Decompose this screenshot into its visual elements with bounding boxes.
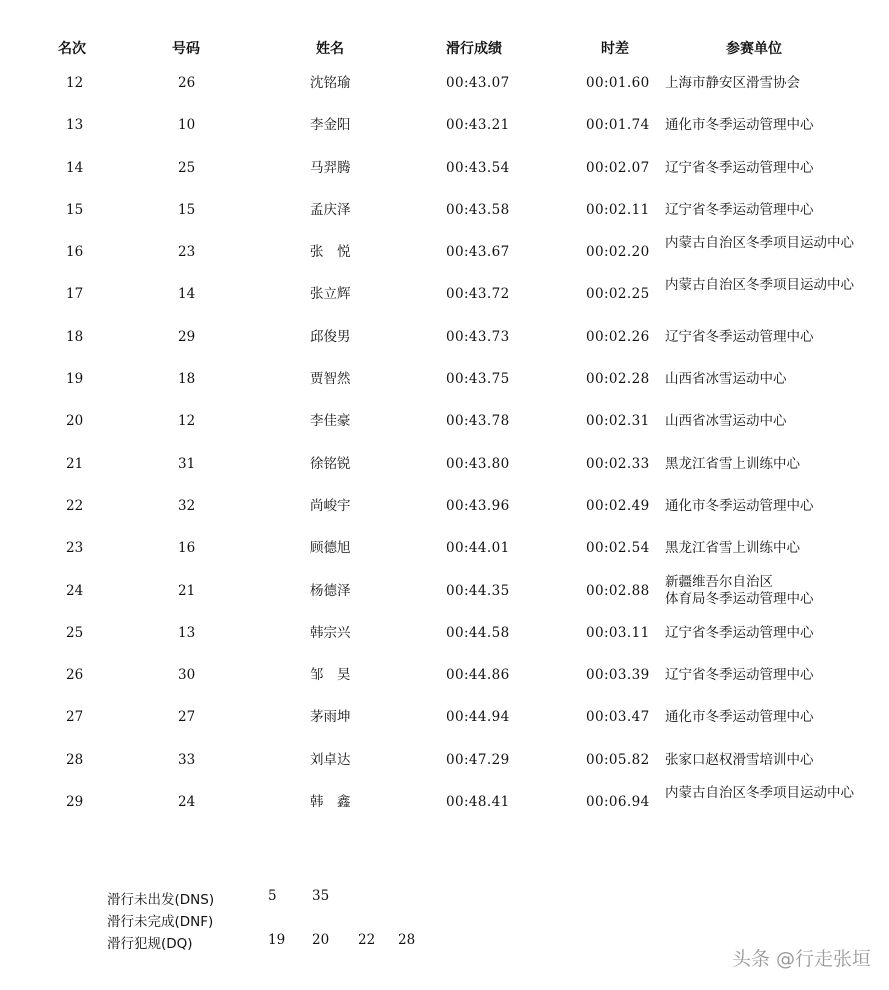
cell-name: 邹 昊 — [310, 667, 351, 684]
cell-diff: 00:01.60 — [586, 75, 650, 91]
table-row — [0, 529, 889, 571]
cell-bib: 25 — [178, 159, 196, 176]
cell-name: 刘卓达 — [310, 751, 351, 768]
cell-diff: 00:06.94 — [586, 794, 650, 811]
cell-diff: 00:02.33 — [586, 455, 650, 472]
table-row — [0, 783, 889, 825]
cell-name: 茅雨坤 — [310, 709, 351, 726]
cell-bib: 27 — [178, 709, 196, 726]
cell-time: 00:43.58 — [446, 201, 510, 218]
cell-name: 贾智然 — [310, 371, 351, 388]
header-name: 姓名 — [316, 41, 344, 57]
cell-rank: 27 — [66, 709, 84, 726]
header-diff: 时差 — [601, 41, 629, 57]
cell-diff: 00:02.88 — [586, 582, 650, 599]
cell-rank: 18 — [66, 328, 84, 345]
cell-name: 沈铭瑜 — [310, 75, 351, 91]
cell-unit: 张家口赵权滑雪培训中心 — [665, 751, 814, 768]
cell-diff: 00:02.25 — [586, 286, 650, 303]
cell-rank: 23 — [66, 540, 84, 557]
table-row — [0, 572, 889, 614]
cell-time: 00:44.58 — [446, 624, 510, 641]
cell-rank: 16 — [66, 244, 84, 261]
cell-unit: 辽宁省冬季运动管理中心 — [665, 201, 814, 218]
cell-rank: 28 — [66, 751, 84, 768]
cell-unit: 山西省冰雪运动中心 — [665, 413, 787, 430]
cell-name: 尚峻宇 — [310, 497, 351, 514]
cell-time: 00:43.75 — [446, 371, 510, 388]
cell-bib: 29 — [178, 328, 196, 345]
cell-unit: 辽宁省冬季运动管理中心 — [665, 624, 814, 641]
table-row — [0, 191, 889, 233]
table-row — [0, 698, 889, 740]
cell-diff: 00:02.07 — [586, 159, 650, 176]
cell-unit: 上海市静安区滑雪协会 — [665, 75, 800, 91]
cell-bib: 23 — [178, 244, 196, 261]
cell-bib: 30 — [178, 667, 196, 684]
cell-diff: 00:01.74 — [586, 117, 650, 134]
cell-rank: 13 — [66, 117, 84, 134]
cell-unit: 通化市冬季运动管理中心 — [665, 709, 814, 726]
cell-bib: 18 — [178, 371, 196, 388]
cell-name: 顾德旭 — [310, 540, 351, 557]
cell-diff: 00:02.11 — [586, 201, 650, 218]
cell-rank: 25 — [66, 624, 84, 641]
cell-unit: 辽宁省冬季运动管理中心 — [665, 667, 814, 684]
cell-unit: 新疆维吾尔自治区 体育局冬季运动管理中心 — [665, 573, 814, 607]
cell-diff: 00:02.49 — [586, 497, 650, 514]
cell-diff: 00:02.20 — [586, 244, 650, 261]
cell-rank: 21 — [66, 455, 84, 472]
cell-bib: 12 — [178, 413, 196, 430]
cell-time: 00:44.35 — [446, 582, 510, 599]
table-row — [0, 149, 889, 191]
header-bib: 号码 — [172, 41, 200, 57]
cell-name: 韩宗兴 — [310, 624, 351, 641]
table-row — [0, 656, 889, 698]
cell-bib: 31 — [178, 455, 196, 472]
cell-time: 00:43.72 — [446, 286, 510, 303]
cell-name: 李佳豪 — [310, 413, 351, 430]
cell-bib: 13 — [178, 624, 196, 641]
cell-unit: 辽宁省冬季运动管理中心 — [665, 159, 814, 176]
cell-diff: 00:02.28 — [586, 371, 650, 388]
cell-bib: 10 — [178, 117, 196, 134]
table-row — [0, 275, 889, 317]
note-bib: 19 — [268, 932, 286, 948]
cell-time: 00:43.73 — [446, 328, 510, 345]
note-label: 滑行未出发(DNS) — [107, 892, 215, 908]
note-bib: 22 — [358, 932, 376, 948]
cell-bib: 16 — [178, 540, 196, 557]
cell-bib: 24 — [178, 794, 196, 811]
cell-rank: 26 — [66, 667, 84, 684]
cell-time: 00:43.78 — [446, 413, 510, 430]
note-bib: 28 — [398, 932, 416, 948]
cell-bib: 14 — [178, 286, 196, 303]
cell-diff: 00:03.11 — [586, 624, 650, 641]
cell-name: 马羿腾 — [310, 159, 351, 176]
note-bib: 5 — [268, 888, 277, 904]
note-label: 滑行犯规(DQ) — [107, 936, 193, 952]
cell-name: 李金阳 — [310, 117, 351, 134]
cell-time: 00:43.80 — [446, 455, 510, 472]
cell-diff: 00:02.54 — [586, 540, 650, 557]
note-bib: 20 — [312, 932, 330, 948]
cell-time: 00:44.94 — [446, 709, 510, 726]
cell-bib: 32 — [178, 497, 196, 514]
cell-bib: 33 — [178, 751, 196, 768]
cell-unit: 辽宁省冬季运动管理中心 — [665, 328, 814, 345]
cell-name: 孟庆泽 — [310, 201, 351, 218]
cell-time: 00:43.54 — [446, 159, 510, 176]
results-table — [0, 64, 889, 825]
cell-time: 00:43.21 — [446, 117, 510, 134]
table-row — [0, 360, 889, 402]
cell-unit: 内蒙古自治区冬季项目运动中心 — [665, 235, 854, 252]
note-line — [0, 910, 889, 932]
header-time: 滑行成绩 — [446, 41, 502, 57]
note-bib: 35 — [312, 888, 330, 904]
cell-rank: 24 — [66, 582, 84, 599]
cell-name: 徐铭锐 — [310, 455, 351, 472]
table-row — [0, 106, 889, 148]
cell-rank: 22 — [66, 497, 84, 514]
cell-diff: 00:03.47 — [586, 709, 650, 726]
table-row — [0, 487, 889, 529]
cell-unit: 通化市冬季运动管理中心 — [665, 117, 814, 134]
cell-unit: 黑龙江省雪上训练中心 — [665, 540, 800, 557]
watermark: 头条 @行走张垣 — [731, 948, 871, 970]
header-rank: 名次 — [58, 41, 86, 57]
cell-bib: 26 — [178, 75, 196, 91]
cell-name: 邱俊男 — [310, 328, 351, 345]
cell-diff: 00:02.31 — [586, 413, 650, 430]
cell-rank: 12 — [66, 75, 84, 91]
table-header — [0, 38, 889, 64]
table-row — [0, 64, 889, 106]
cell-time: 00:48.41 — [446, 794, 510, 811]
cell-time: 00:44.01 — [446, 540, 510, 557]
cell-rank: 19 — [66, 371, 84, 388]
note-label: 滑行未完成(DNF) — [107, 914, 214, 930]
table-row — [0, 741, 889, 783]
cell-unit: 内蒙古自治区冬季项目运动中心 — [665, 785, 854, 802]
cell-diff: 00:05.82 — [586, 751, 650, 768]
cell-diff: 00:02.26 — [586, 328, 650, 345]
cell-name: 韩 鑫 — [310, 794, 351, 811]
cell-bib: 21 — [178, 582, 196, 599]
cell-rank: 15 — [66, 201, 84, 218]
table-row — [0, 445, 889, 487]
cell-unit: 内蒙古自治区冬季项目运动中心 — [665, 277, 854, 294]
cell-unit: 通化市冬季运动管理中心 — [665, 497, 814, 514]
cell-time: 00:43.07 — [446, 75, 510, 91]
header-unit: 参赛单位 — [726, 41, 782, 57]
table-row — [0, 318, 889, 360]
cell-rank: 14 — [66, 159, 84, 176]
table-row — [0, 233, 889, 275]
cell-time: 00:43.96 — [446, 497, 510, 514]
cell-name: 张立辉 — [310, 286, 351, 303]
table-row — [0, 614, 889, 656]
cell-name: 张 悦 — [310, 244, 351, 261]
cell-rank: 17 — [66, 286, 84, 303]
note-line — [0, 888, 889, 910]
cell-rank: 29 — [66, 794, 84, 811]
cell-diff: 00:03.39 — [586, 667, 650, 684]
cell-unit: 黑龙江省雪上训练中心 — [665, 455, 800, 472]
cell-rank: 20 — [66, 413, 84, 430]
cell-bib: 15 — [178, 201, 196, 218]
cell-time: 00:47.29 — [446, 751, 510, 768]
cell-name: 杨德泽 — [310, 582, 351, 599]
cell-unit: 山西省冰雪运动中心 — [665, 371, 787, 388]
table-row — [0, 402, 889, 444]
cell-time: 00:43.67 — [446, 244, 510, 261]
cell-time: 00:44.86 — [446, 667, 510, 684]
